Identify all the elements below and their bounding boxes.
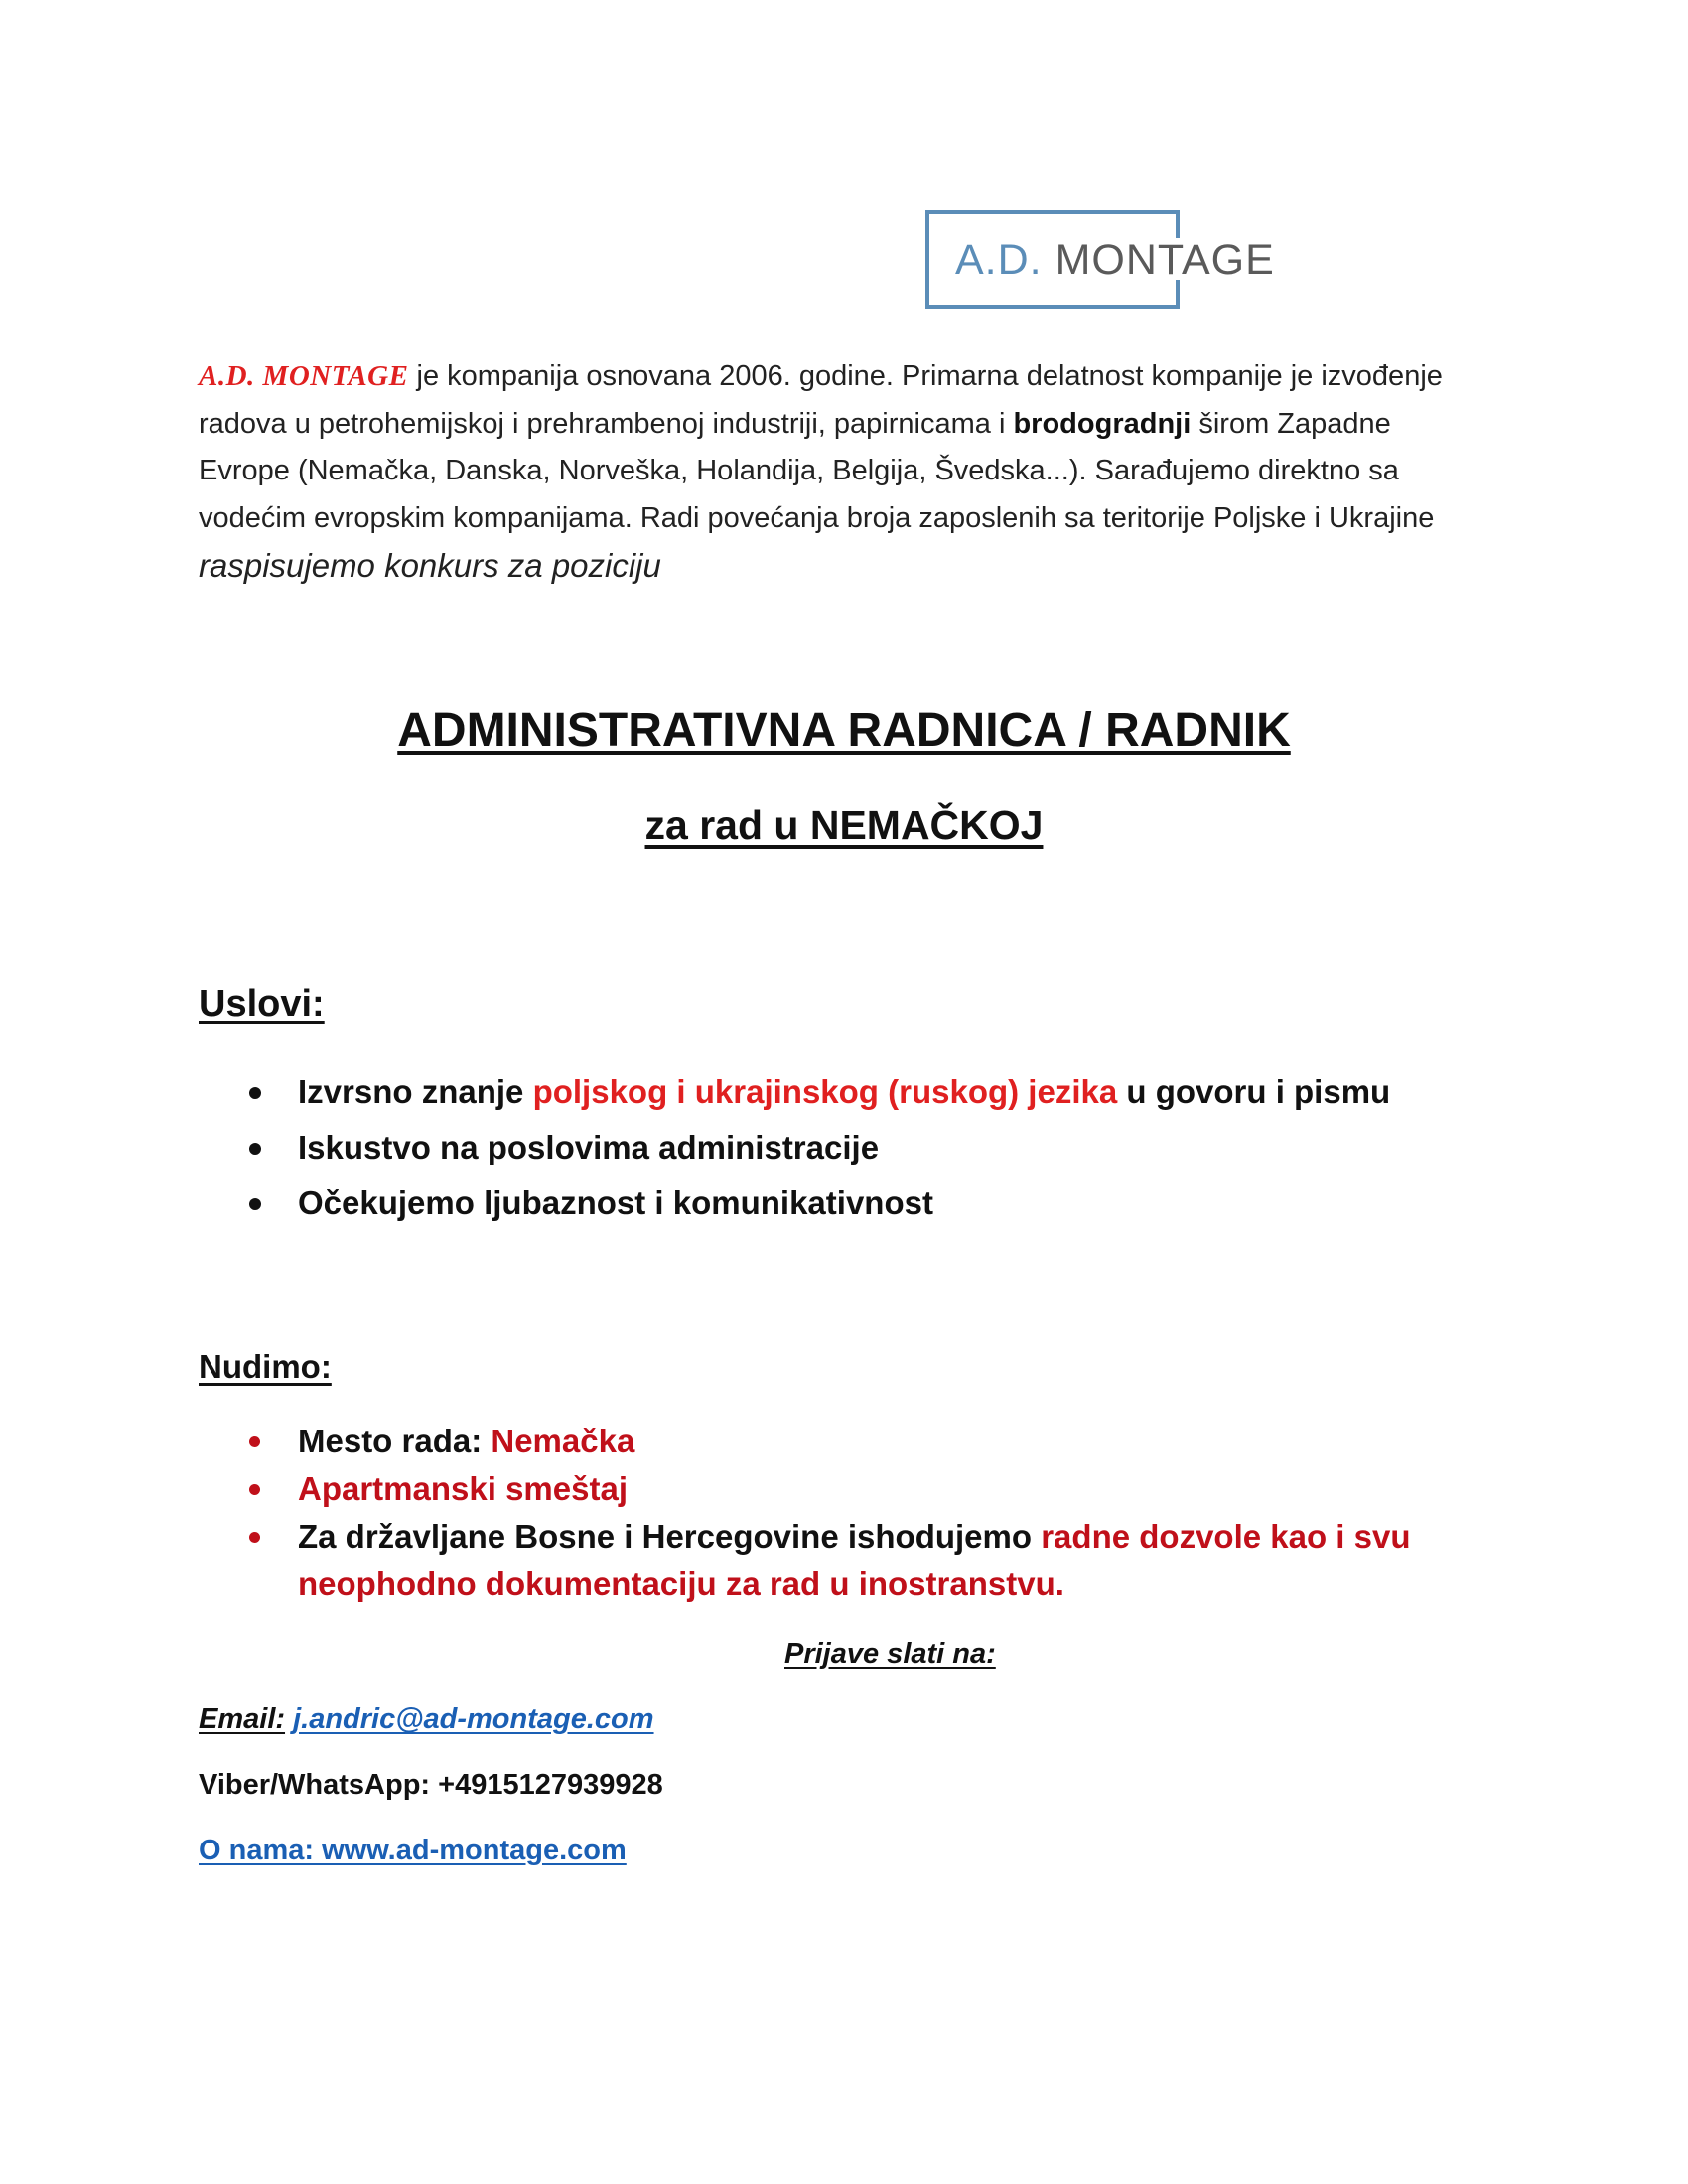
email-link[interactable]: j.andric@ad-montage.com: [293, 1704, 654, 1735]
bullet-icon: [249, 1087, 261, 1099]
list-item: Apartmanski smeštaj: [199, 1465, 1489, 1513]
email-label: Email:: [199, 1704, 286, 1735]
website-link[interactable]: O nama: www.ad-montage.com: [199, 1835, 627, 1866]
logo-frame: [925, 210, 1180, 214]
intro-italic: raspisujemo konkurs za poziciju: [199, 547, 661, 584]
logo-montage: MONTAGE: [1055, 236, 1275, 284]
apply-heading: Prijave slati na:: [784, 1638, 996, 1670]
intro-paragraph: [199, 353, 1489, 593]
list-item: Mesto rada: Nemačka: [199, 1418, 1489, 1465]
job-title: ADMINISTRATIVNA RADNICA / RADNIK: [397, 704, 1291, 756]
company-logo: [925, 210, 1362, 310]
list-item: Očekujemo ljubaznost i komunikativnost: [199, 1177, 1489, 1233]
list-item: Izvrsno znanje poljskog i ukrajinskog (ruskog) jezika u govoru i pismu: [199, 1066, 1489, 1122]
job-subtitle: za rad u NEMAČKOJ: [644, 802, 1044, 848]
intro-text-2: širom Zapadne Evrope (Nemačka, Danska, Norveška, Holandija, Belgija, Švedska...). Sarađujemo direktno sa vodećim evropskim kompanijama. Radi povećanja broja zaposlenih sa teritorije Poljske i Ukrajine: [199, 407, 1435, 534]
nudimo-heading: Nudimo:: [199, 1348, 332, 1385]
bullet-icon: [249, 1436, 260, 1447]
bullet-icon: [249, 1532, 260, 1543]
uslovi-list: [199, 1066, 1489, 1233]
nudimo-list: [199, 1418, 1489, 1608]
phone-line: Viber/WhatsApp: +4915127939928: [199, 1769, 663, 1801]
logo-ad: A.D.: [955, 236, 1043, 284]
logo-text: [955, 234, 1275, 286]
bullet-icon: [249, 1143, 261, 1155]
bullet-icon: [249, 1198, 261, 1210]
brand-name: A.D. MONTAGE: [199, 360, 409, 392]
list-item: Za državljane Bosne i Hercegovine ishodujemo radne dozvole kao i svu neophodno dokumentaciju za rad u inostranstvu.: [199, 1513, 1489, 1608]
intro-bold: brodogradnji: [1013, 407, 1192, 440]
uslovi-heading: Uslovi:: [199, 983, 325, 1024]
list-item: Iskustvo na poslovima administracije: [199, 1122, 1489, 1177]
intro-text-1: je kompanija osnovana 2006. godine. Primarna delatnost kompanije je izvođenje radova u petrohemijskoj i prehrambenoj industriji, papirnicama i: [199, 360, 1443, 440]
email-line: [199, 1704, 654, 1736]
bullet-icon: [249, 1484, 260, 1495]
